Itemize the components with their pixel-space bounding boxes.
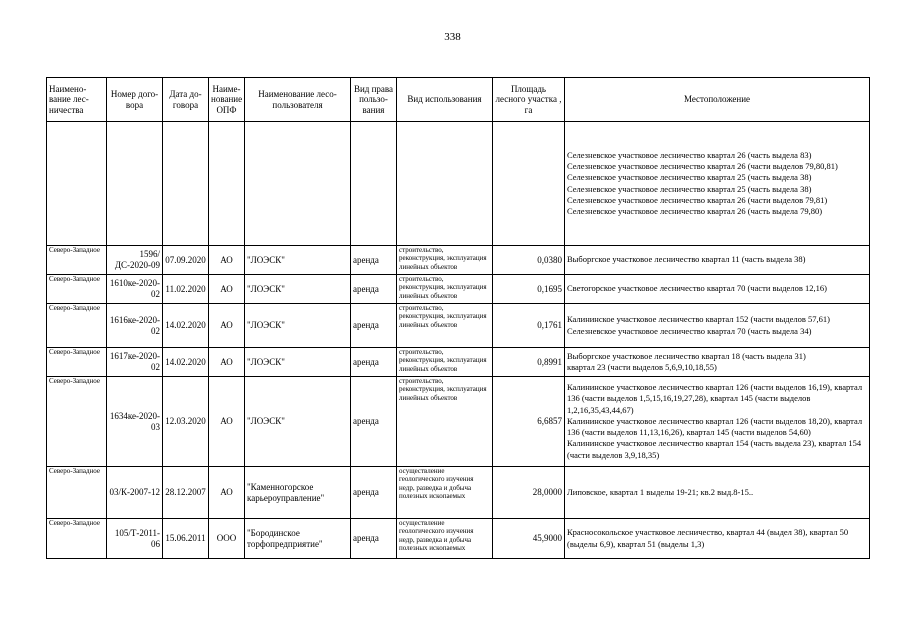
cell-area: 0,0380: [493, 246, 565, 275]
cell-forest-user: "ЛОЭСК": [245, 348, 351, 377]
location-line: Липовское, квартал 1 выделы 19-21; кв.2 выд.8-15..: [567, 486, 754, 497]
cell-contract-date: 12.03.2020: [163, 377, 209, 467]
cell-contract-date: 28.12.2007: [163, 467, 209, 519]
location-line: Калининское участковое лесничество квартал 152 (части выделов 57,61): [567, 314, 830, 325]
cell-contract-number: 1616ке-2020-02: [107, 304, 163, 348]
cell-location: [565, 122, 870, 246]
cell-forest-user: "ЛОЭСК": [245, 275, 351, 304]
cell-area: 0,8991: [493, 348, 565, 377]
location-line: Селезневское участковое лесничество квартал 70 (часть выдела 34): [567, 325, 812, 336]
cell-contract-date: [163, 122, 209, 246]
location-line: Калининское участковое лесничество квартал 126 (части выделов 18,20), квартал 136 (части выделов 11,13,16,26), квартал 145 (части выделов 54,60): [567, 415, 863, 438]
cell-location: [565, 304, 870, 348]
cell-forest-user: "ЛОЭСК": [245, 377, 351, 467]
contracts-table: [46, 77, 870, 559]
cell-right-type: аренда: [351, 519, 397, 559]
cell-contract-number: 03/К-2007-12: [107, 467, 163, 519]
cell-contract-date: 11.02.2020: [163, 275, 209, 304]
cell-use-type: осуществление геологического изучения недр, разведка и добыча полезных ископаемых: [397, 467, 493, 519]
cell-area: [493, 122, 565, 246]
cell-forestry: Северо-Западное: [47, 467, 107, 519]
cell-forest-user: "Бородинское торфопредприятие": [245, 519, 351, 559]
location-line: Выборгское участковое лесничество квартал 11 (часть выдела 38): [567, 254, 806, 265]
cell-area: 6,6857: [493, 377, 565, 467]
location-line: Выборгское участковое лесничество квартал 18 (часть выдела 31): [567, 350, 806, 361]
cell-right-type: аренда: [351, 246, 397, 275]
location-line: Светогорское участковое лесничество квартал 70 (части выделов 12,16): [567, 283, 827, 294]
cell-area: 28,0000: [493, 467, 565, 519]
header-area: Площадь лесного участка , га: [493, 78, 565, 122]
header-forestry: Наимено-вание лес-ничества: [47, 78, 107, 122]
header-right-type: Вид права пользо-вания: [351, 78, 397, 122]
location-line: Калининское участковое лесничество квартал 126 (части выделов 16,19), квартал 136 (части выделов 1,5,15,16,19,27,28), квартал 145 (части выделов 1,2,16,35,43,44,67): [567, 381, 863, 415]
location-line: Красносокольское участковое лесничество, квартал 44 (выдел 38), квартал 50 (выделы 6,9), квартал 51 (выделы 1,3): [567, 527, 849, 549]
cell-contract-date: 14.02.2020: [163, 304, 209, 348]
cell-right-type: аренда: [351, 304, 397, 348]
cell-opf: [209, 122, 245, 246]
location-line: Калининское участковое лесничество квартал 154 (часть выдела 23), квартал 154 (части выделов 3,9,18,35): [567, 438, 862, 460]
table-row: [47, 377, 870, 467]
cell-contract-number: 1596/ДС-2020-09: [107, 246, 163, 275]
location-line: Селезневское участковое лесничество квартал 26 (части выделов 79,80,81): [567, 160, 838, 171]
page-number: 338: [444, 31, 461, 43]
cell-opf: АО: [209, 348, 245, 377]
cell-use-type: строительство, реконструкция, эксплуатация линейных объектов: [397, 377, 493, 467]
cell-forestry: Северо-Западное: [47, 275, 107, 304]
table-row: [47, 348, 870, 377]
cell-opf: АО: [209, 304, 245, 348]
cell-forestry: Северо-Западное: [47, 246, 107, 275]
cell-right-type: аренда: [351, 467, 397, 519]
header-opf: Наиме-нование ОПФ: [209, 78, 245, 122]
cell-contract-number: 105/Т-2011-06: [107, 519, 163, 559]
cell-use-type: [397, 122, 493, 246]
location-line: Селезневское участковое лесничество квартал 26 (часть выдела 83): [567, 149, 812, 160]
header-contract-date: Дата до-говора: [163, 78, 209, 122]
table-header-row: [47, 78, 870, 122]
cell-location: [565, 519, 870, 559]
cell-contract-number: 1617ке-2020-02: [107, 348, 163, 377]
cell-forest-user: [245, 122, 351, 246]
cell-forestry: Северо-Западное: [47, 348, 107, 377]
cell-contract-date: 15.06.2011: [163, 519, 209, 559]
cell-contract-number: 1610ке-2020-02: [107, 275, 163, 304]
location-line: Селезневское участковое лесничество квартал 26 (часть выдела 79,80): [567, 206, 823, 217]
cell-use-type: осуществление геологического изучения недр, разведка и добыча полезных ископаемых: [397, 519, 493, 559]
cell-forest-user: "ЛОЭСК": [245, 304, 351, 348]
cell-forestry: [47, 122, 107, 246]
cell-location: [565, 377, 870, 467]
cell-forestry: Северо-Западное: [47, 304, 107, 348]
cell-use-type: строительство, реконструкция, эксплуатация линейных объектов: [397, 348, 493, 377]
cell-use-type: строительство, реконструкция, эксплуатация линейных объектов: [397, 275, 493, 304]
cell-location: [565, 246, 870, 275]
table-row: [47, 467, 870, 519]
table-row: [47, 275, 870, 304]
cell-opf: АО: [209, 467, 245, 519]
cell-right-type: аренда: [351, 348, 397, 377]
cell-area: 45,9000: [493, 519, 565, 559]
cell-forestry: Северо-Западное: [47, 377, 107, 467]
header-location: Местоположение: [565, 78, 870, 122]
cell-use-type: строительство, реконструкция, эксплуатация линейных объектов: [397, 246, 493, 275]
cell-forest-user: "Каменногорское карьероуправление": [245, 467, 351, 519]
cell-location: [565, 348, 870, 377]
cell-location: [565, 275, 870, 304]
cell-area: 0,1761: [493, 304, 565, 348]
location-line: Селезневское участковое лесничество квартал 26 (части выделов 79,81): [567, 194, 828, 205]
cell-contract-number: 1634ке-2020-03: [107, 377, 163, 467]
cell-opf: АО: [209, 275, 245, 304]
cell-contract-number: [107, 122, 163, 246]
cell-contract-date: 07.09.2020: [163, 246, 209, 275]
cell-area: 0,1695: [493, 275, 565, 304]
cell-opf: АО: [209, 246, 245, 275]
cell-forest-user: "ЛОЭСК": [245, 246, 351, 275]
location-line: квартал 23 (части выделов 5,6,9,10,18,55): [567, 362, 717, 372]
cell-contract-date: 14.02.2020: [163, 348, 209, 377]
cell-opf: ООО: [209, 519, 245, 559]
cell-opf: АО: [209, 377, 245, 467]
cell-right-type: аренда: [351, 377, 397, 467]
table-row: [47, 122, 870, 246]
table-row: [47, 246, 870, 275]
cell-use-type: строительство, реконструкция, эксплуатация линейных объектов: [397, 304, 493, 348]
location-line: Селезневское участковое лесничество квартал 25 (часть выдела 38): [567, 172, 812, 183]
header-forest-user: Наименование лесо-пользователя: [245, 78, 351, 122]
table-row: [47, 304, 870, 348]
header-contract-number: Номер дого-вора: [107, 78, 163, 122]
cell-location: [565, 467, 870, 519]
cell-forestry: Северо-Западное: [47, 519, 107, 559]
header-use-type: Вид использования: [397, 78, 493, 122]
cell-right-type: [351, 122, 397, 246]
table-row: [47, 519, 870, 559]
location-line: Селезневское участковое лесничество квартал 25 (часть выдела 38): [567, 183, 812, 194]
cell-right-type: аренда: [351, 275, 397, 304]
